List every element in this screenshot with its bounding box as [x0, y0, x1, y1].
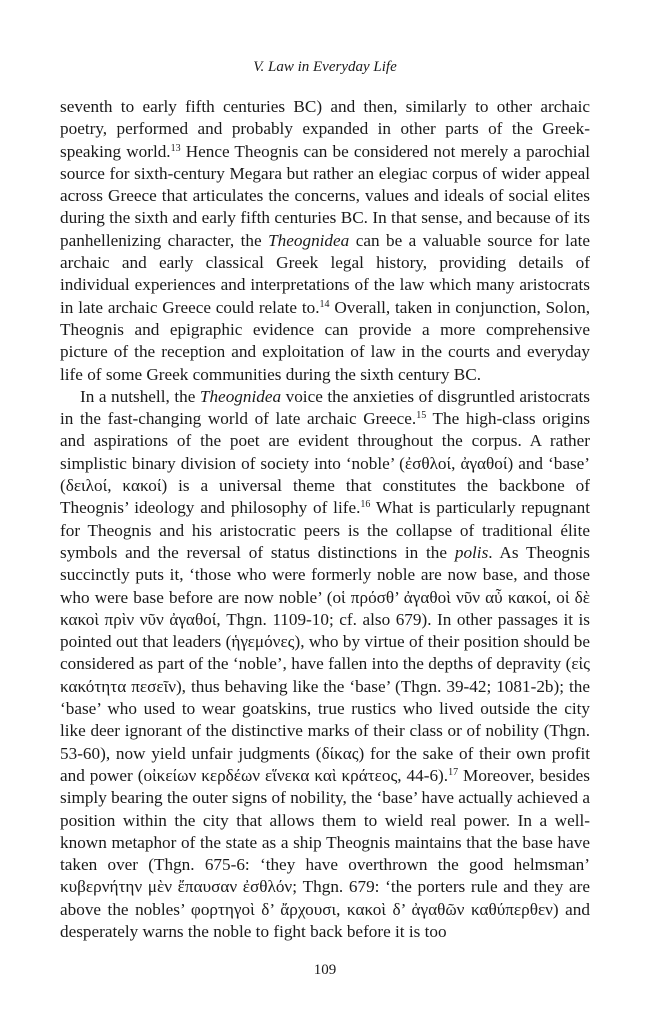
page-number: 109 [313, 962, 337, 978]
document-page [60, 0, 590, 1033]
paragraph-2: In a nutshell, the Theognidea voice the anxieties of disgruntled aristocrats in the fast-changing world of late archaic Greece.$^{15}$ The high-class origins and aspirations of the poet are evident throughout the corpus. A rather simplistic binary division of society into ‘noble’ (ἐσθλοί, ἀγαθοί) and ‘base’ (δειλοί, κακοί) is a universal theme that constitutes the backbone of Theognis’ ideology and philosophy of life.$^{16}$ What is particularly repugnant for Theognis and his aristocratic peers is the collapse of traditional élite symbols and the reversal of status distinctions in the polis. As Theognis succinctly puts it, ‘those who were formerly noble are now base, and those who were base before are now noble’ (οἱ πρόσθ’ ἀγαθοὶ νῦν αὖ κακοί, οἱ δὲ κακοὶ πρὶν νῦν ἀγαθοί, Thgn. 1109-10; cf. also 679). In other passages it is pointed out that leaders (ἡγεμόνες), who by virtue of their position should be considered as part of the ‘noble’, have fallen into the depths of depravity (εἰς κακότητα πεσεῖν), thus behaving like the ‘base’ (Thgn. 39-42; 1081-2b); the ‘base’ who used to wear goatskins, true rustics who lived outside the city like deer ignorant of the distinctive marks of their class or of nobility (Thgn. 53-60), now yield unfair judgments (δίκας) for the sake of their own profit and power (οἰκείων κερδέων εἵνεκα καὶ κράτεος, 44-6).$^{17}$ Moreover, besides simply bearing the outer signs of nobility, the ‘base’ have actually achieved a position within the city that allows them to wield real power. In a well-known metaphor of the state as a ship Theognis maintains that the base have taken over (Thgn. 675-6: ‘they have overthrown the good helmsman’ κυβερνήτην μὲν ἔπαυσαν ἐσθλόν; Thgn. 679: ‘the porters rule and they are above the nobles’ φορτηγοὶ δ’ ἄρχουσι, κακοὶ δ’ ἀγαθῶν καθύπερθεν) and desperately warns the noble to fight back before it is too [60, 386, 590, 941]
paragraph-1: seventh to early fifth centuries BC) and then, similarly to other archaic poetry, performed and probably expanded in other parts of the Greek-speaking world.$^{13}$ Hence Theognis can be considered not merely a parochial source for sixth-century Megara but rather an elegiac corpus of wider appeal across Greece that articulates the concerns, values and ideals of social elites during the sixth and early fifth centuries BC. In that sense, and because of its panhellenizing character, the Theognidea can be a valuable source for late archaic and early classical Greek legal history, providing details of individual experiences and interpretations of the law which many aristocrats in late archaic Greece could relate to.$^{14}$ Overall, taken in conjunction, Solon, Theognis and epigraphic evidence can provide a more comprehensive picture of the reception and exploitation of law in the courts and everyday life of some Greek communities during the sixth century BC. [60, 97, 590, 384]
body-text [60, 96, 590, 943]
running-head: V. Law in Everyday Life [253, 59, 397, 75]
